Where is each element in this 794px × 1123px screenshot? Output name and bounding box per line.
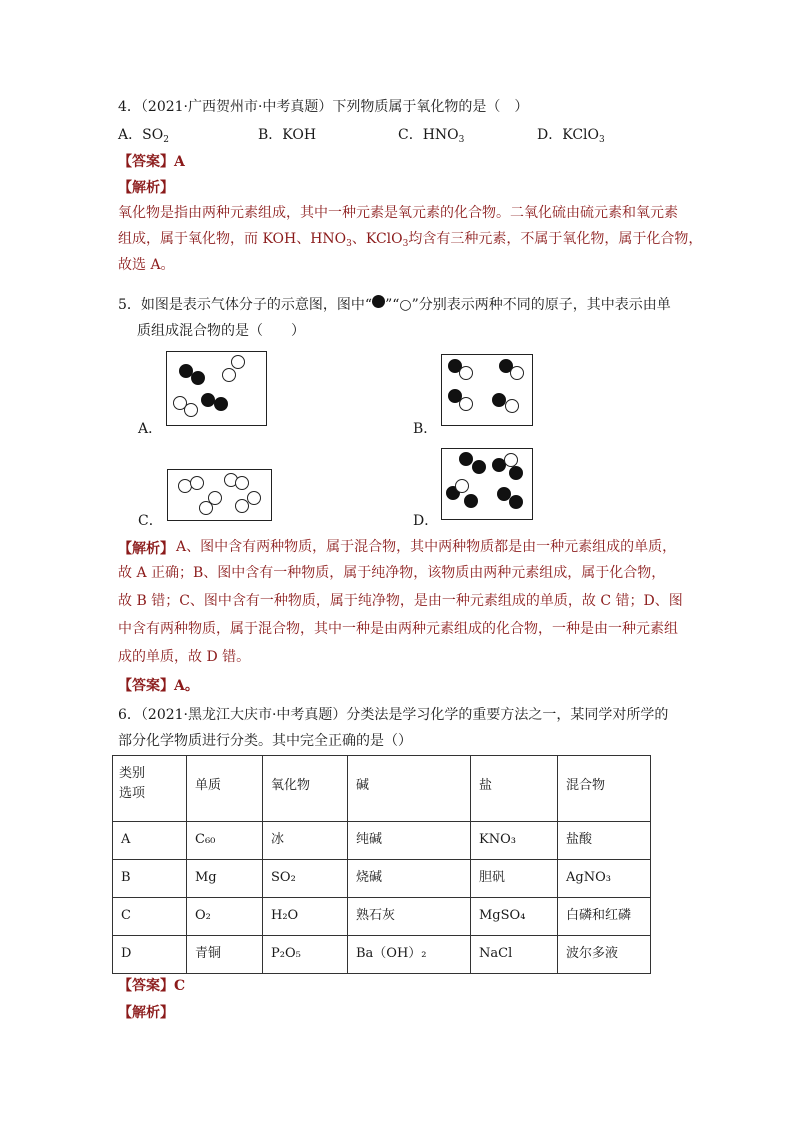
white-atom-icon: [505, 399, 519, 413]
black-atom-icon: [472, 460, 486, 474]
table-cell: Ba（OH）₂: [348, 936, 471, 974]
black-atom-icon: [214, 397, 228, 411]
table-header-cell: 碱: [348, 756, 471, 822]
table-cell: SO₂: [263, 860, 348, 898]
table-cell: MgSO₄: [471, 898, 558, 936]
q4-answer: 【答案】A: [118, 154, 185, 170]
table-cell: AgNO₃: [558, 860, 651, 898]
table-cell: P₂O₅: [263, 936, 348, 974]
black-atom-icon: [201, 393, 215, 407]
white-atom-icon: [222, 368, 236, 382]
table-header-cell: 单质: [187, 756, 263, 822]
table-cell: 白磷和红磷: [558, 898, 651, 936]
black-atom-icon: [372, 295, 385, 308]
white-atom-icon: [184, 403, 198, 417]
diagram-b-label: B．: [413, 421, 438, 437]
q4-analysis-line-3: 故选 A。: [118, 257, 175, 273]
q5-analysis-line-4: 中含有两种物质，属于混合物，其中一种是由两种元素组成的化合物，一种是由一种元素组: [118, 621, 678, 637]
white-atom-icon: [190, 476, 204, 490]
q6-stem-line-1: 6．（2021·黑龙江大庆市·中考真题）分类法是学习化学的重要方法之一，某同学对所学的: [118, 707, 669, 723]
table-header-cell: 混合物: [558, 756, 651, 822]
table-row: [113, 936, 651, 974]
diagram-d: [441, 448, 533, 520]
q5-stem-line-2: 质组成混合物的是（ ）: [137, 323, 305, 339]
black-atom-icon: [509, 495, 523, 509]
black-atom-icon: [191, 371, 205, 385]
diagram-b: [441, 354, 533, 426]
table-row: [113, 860, 651, 898]
table-cell: 青铜: [187, 936, 263, 974]
white-atom-icon: [459, 366, 473, 380]
table-cell: 胆矾: [471, 860, 558, 898]
table-corner-cell: 类别 选项: [113, 756, 187, 822]
table-cell: 烧碱: [348, 860, 471, 898]
q4-analysis-line-1: 氧化物是指由两种元素组成，其中一种元素是氧元素的化合物。二氧化硫由硫元素和氧元素: [118, 205, 678, 221]
q5-answer: 【答案】A。: [118, 678, 199, 694]
black-atom-icon: [464, 494, 478, 508]
table-cell: B: [113, 860, 187, 898]
q4-option-d: D．KClO$_3$: [537, 127, 605, 145]
q4-analysis-label: 【解析】: [118, 180, 174, 196]
white-atom-icon: [235, 476, 249, 490]
classification-table: [112, 755, 651, 974]
table-cell: 盐酸: [558, 822, 651, 860]
q5-analysis-line-1: A、图中含有两种物质，属于混合物，其中两种物质都是由一种元素组成的单质，: [176, 539, 677, 555]
q6-analysis-label: 【解析】: [118, 1005, 174, 1021]
table-header-cell: 盐: [471, 756, 558, 822]
table-cell: C: [113, 898, 187, 936]
diagram-c: [167, 469, 272, 521]
table-header-cell: 氧化物: [263, 756, 348, 822]
table-cell: A: [113, 822, 187, 860]
table-row: [113, 898, 651, 936]
table-cell: C₆₀: [187, 822, 263, 860]
q5-analysis-line-3: 故 B 错；C、图中含有一种物质，属于纯净物，是由一种元素组成的单质，故 C 错；D、图: [118, 593, 683, 609]
q5-analysis-label: 【解析】: [118, 541, 174, 557]
white-atom-icon: [247, 491, 261, 505]
diagram-a-label: A．: [138, 421, 163, 437]
diagram-a: [166, 351, 267, 426]
table-cell: H₂O: [263, 898, 348, 936]
white-atom-icon: [455, 479, 469, 493]
white-atom-icon: [459, 397, 473, 411]
table-cell: 纯碱: [348, 822, 471, 860]
table-cell: Mg: [187, 860, 263, 898]
white-atom-icon: [510, 366, 524, 380]
q5-analysis-line-5: 成的单质，故 D 错。: [118, 649, 251, 665]
q4-stem: 4．（2021·广西贺州市·中考真题）下列物质属于氧化物的是（ ）: [118, 99, 529, 115]
white-atom-icon: [504, 453, 518, 467]
table-header-row: [113, 756, 651, 822]
q4-option-a: A．$SO_2$: [118, 127, 169, 145]
q6-stem-line-2: 部分化学物质进行分类。其中完全正确的是（）: [118, 733, 412, 749]
table-cell: 熟石灰: [348, 898, 471, 936]
diagram-d-label: D．: [413, 513, 439, 529]
q4-option-b: B．KOH: [258, 127, 317, 143]
white-atom-icon: [208, 491, 222, 505]
table-cell: O₂: [187, 898, 263, 936]
diagram-c-label: C．: [138, 513, 163, 529]
white-atom-icon: [231, 355, 245, 369]
q6-answer: 【答案】C: [118, 978, 186, 994]
black-atom-icon: [492, 393, 506, 407]
q4-analysis-line-2: 组成，属于氧化物，而 KOH、$HNO_3$、KClO$_3$均含有三种元素，不属于氧化物，属于化合物，: [118, 231, 703, 249]
black-atom-icon: [459, 452, 473, 466]
q5-stem-line-1: 5．如图是表示气体分子的示意图，图中“ ”“○”分别表示两种不同的原子，其中表示由单: [118, 297, 671, 313]
q4-option-c: C．$HNO_3$: [398, 127, 465, 145]
table-cell: NaCl: [471, 936, 558, 974]
table-cell: D: [113, 936, 187, 974]
table-cell: 波尔多液: [558, 936, 651, 974]
table-cell: 冰: [263, 822, 348, 860]
black-atom-icon: [509, 466, 523, 480]
table-cell: KNO₃: [471, 822, 558, 860]
q5-analysis-line-2: 故 A 正确；B、图中含有一种物质，属于纯净物，该物质由两种元素组成，属于化合物，: [118, 565, 666, 581]
table-row: [113, 822, 651, 860]
